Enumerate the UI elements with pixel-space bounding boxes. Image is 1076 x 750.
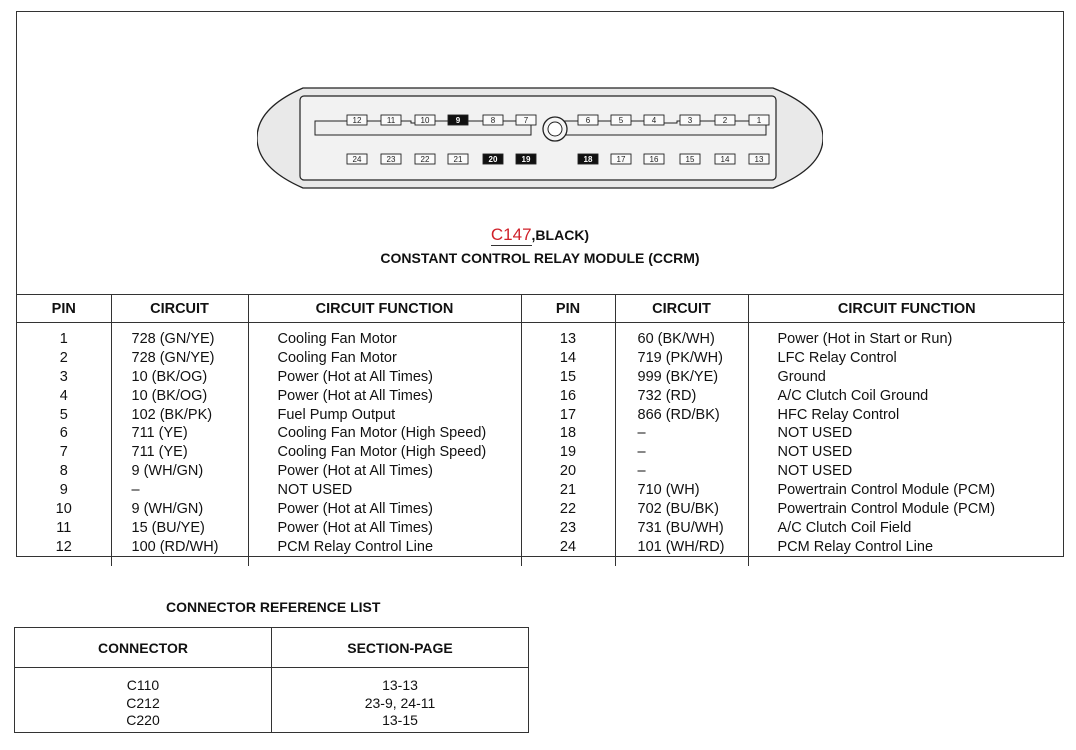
- pin-cavity-label: 5: [618, 116, 624, 125]
- pin-cavity-label: 16: [649, 155, 659, 164]
- circuit-function: Powertrain Control Module (PCM): [777, 501, 996, 518]
- pin-number: 10: [55, 501, 72, 518]
- pin-number: 3: [59, 368, 68, 385]
- connector-color: ,BLACK): [531, 227, 590, 243]
- pin-number: 21: [559, 482, 577, 499]
- pin-number: 11: [56, 519, 72, 536]
- pin-cavity-label: 4: [651, 116, 657, 125]
- circuit-code: 728 (GN/YE): [131, 331, 215, 347]
- pin-number: 22: [559, 501, 577, 518]
- pin-number: 24: [559, 538, 577, 555]
- reference-table-header: [15, 628, 529, 668]
- circuit-function: Power (Hot at All Times): [277, 387, 434, 404]
- pin-number: 16: [559, 387, 577, 404]
- circuit-code: 102 (BK/PK): [131, 406, 213, 423]
- circuit-code: 999 (BK/YE): [637, 368, 719, 385]
- pin-number: 6: [59, 425, 68, 442]
- pin-cavity-label: 21: [453, 155, 463, 164]
- circuit-code: 719 (PK/WH): [637, 349, 723, 366]
- pin-cavity-label: 10: [420, 116, 430, 125]
- circuit-function: Cooling Fan Motor: [277, 349, 397, 366]
- circuit-code: 100 (RD/WH): [131, 538, 219, 555]
- pin-cavity-label: 18: [583, 155, 593, 164]
- connector-face-diagram: [257, 86, 823, 190]
- circuit-code: 866 (RD/BK): [637, 406, 720, 423]
- pin-cavity-label: 15: [685, 155, 695, 164]
- pin-number: 7: [59, 444, 68, 461]
- circuit-function: Powertrain Control Module (PCM): [777, 482, 996, 499]
- circuit-code: 10 (BK/OG): [131, 368, 208, 385]
- pin-number: 5: [59, 406, 68, 423]
- left-function-column: [248, 323, 521, 567]
- circuit-function: Cooling Fan Motor (High Speed): [277, 444, 487, 461]
- reference-page-column: [272, 668, 529, 733]
- pin-cavity-label: 8: [490, 116, 496, 125]
- pin-header: PIN: [17, 295, 111, 323]
- circuit-header: CIRCUIT: [111, 295, 248, 323]
- reference-connector: C212: [126, 694, 160, 711]
- pin-cavity-label: 9: [455, 116, 461, 125]
- circuit-function: Power (Hot at All Times): [277, 368, 434, 385]
- circuit-function: Cooling Fan Motor (High Speed): [277, 425, 487, 442]
- circuit-function: PCM Relay Control Line: [277, 538, 434, 555]
- circuit-function: Ground: [777, 368, 826, 385]
- pin-header: PIN: [521, 295, 615, 323]
- section-page-header: SECTION-PAGE: [272, 628, 529, 668]
- connector-title: CONSTANT CONTROL RELAY MODULE (CCRM): [380, 250, 700, 266]
- circuit-code: –: [637, 463, 646, 480]
- pin-cavity-label: 19: [521, 155, 531, 164]
- reference-connector: C220: [126, 712, 160, 728]
- pin-table: [17, 295, 1065, 566]
- pin-number: 1: [59, 331, 68, 347]
- circuit-code: 15 (BU/YE): [131, 519, 205, 536]
- pin-cavity-label: 12: [352, 116, 362, 125]
- pin-number: 13: [559, 331, 577, 347]
- pin-table-header: [17, 295, 1065, 323]
- circuit-function: A/C Clutch Coil Ground: [777, 387, 929, 404]
- pin-number: 14: [559, 349, 577, 366]
- connector-id: C147: [490, 225, 532, 244]
- circuit-function: NOT USED: [777, 425, 853, 442]
- pin-cavity-label: 1: [756, 116, 762, 125]
- right-function-column: [748, 323, 1065, 567]
- circuit-code: 728 (GN/YE): [131, 349, 215, 366]
- reference-section-page: 13-13: [382, 677, 418, 693]
- connector-face: [300, 96, 776, 180]
- circuit-function: LFC Relay Control: [777, 349, 897, 366]
- circuit-code: 60 (BK/WH): [637, 331, 715, 347]
- circuit-code: 9 (WH/GN): [131, 463, 204, 480]
- pin-number: 2: [59, 349, 68, 366]
- circuit-code: 731 (BU/WH): [637, 519, 724, 536]
- pin-cavity-label: 3: [687, 116, 693, 125]
- reference-table: [14, 627, 529, 733]
- reference-list-title: CONNECTOR REFERENCE LIST: [166, 599, 381, 615]
- circuit-code: 711 (YE): [131, 425, 188, 442]
- reference-section-page: 23-9, 24-11: [364, 694, 436, 711]
- connector-caption: [17, 225, 1063, 245]
- circuit-code: –: [637, 425, 646, 442]
- pin-number: 8: [59, 463, 68, 480]
- pin-table-body: [17, 323, 1065, 567]
- function-header: CIRCUIT FUNCTION: [748, 295, 1065, 323]
- pin-cavity-label: 22: [420, 155, 430, 164]
- function-header: CIRCUIT FUNCTION: [248, 295, 521, 323]
- pin-cavity-label: 14: [720, 155, 730, 164]
- circuit-code: 710 (WH): [637, 482, 700, 499]
- left-circuit-column: [111, 323, 248, 567]
- circuit-code: –: [637, 444, 646, 461]
- reference-table-body: [15, 668, 529, 733]
- circuit-function: Power (Hot at All Times): [277, 519, 434, 536]
- circuit-function: Fuel Pump Output: [277, 406, 396, 423]
- right-circuit-column: [615, 323, 748, 567]
- pin-cavity-label: 11: [386, 116, 396, 125]
- right-pin-column: [521, 323, 615, 567]
- circuit-function: Power (Hot in Start or Run): [777, 331, 953, 347]
- circuit-code: 9 (WH/GN): [131, 501, 204, 518]
- circuit-function: A/C Clutch Coil Field: [777, 519, 912, 536]
- pin-cavity-label: 13: [754, 155, 764, 164]
- circuit-function: HFC Relay Control: [777, 406, 900, 423]
- pin-cavity-label: 2: [722, 116, 728, 125]
- circuit-function: PCM Relay Control Line: [777, 538, 934, 555]
- connector-diagram-area: [17, 12, 1063, 295]
- pinout-frame: [16, 11, 1064, 557]
- circuit-function: NOT USED: [777, 463, 853, 480]
- pin-cavity-label: 23: [386, 155, 396, 164]
- pin-cavity-label: 24: [352, 155, 362, 164]
- circuit-code: 711 (YE): [131, 444, 188, 461]
- circuit-function: Power (Hot at All Times): [277, 463, 434, 480]
- pin-number: 18: [559, 425, 577, 442]
- pin-number: 15: [559, 368, 577, 385]
- circuit-code: 732 (RD): [637, 387, 697, 404]
- circuit-code: –: [131, 482, 140, 499]
- circuit-code: 702 (BU/BK): [637, 501, 719, 518]
- pin-number: 9: [59, 482, 68, 499]
- pin-cavity-label: 6: [585, 116, 591, 125]
- circuit-header: CIRCUIT: [615, 295, 748, 323]
- connector-header: CONNECTOR: [15, 628, 272, 668]
- pin-cavity-label: 7: [523, 116, 529, 125]
- reference-connector: C110: [126, 677, 160, 693]
- left-pin-column: [17, 323, 111, 567]
- circuit-function: NOT USED: [777, 444, 853, 461]
- pin-number: 17: [559, 406, 577, 423]
- pin-cavity-label: 20: [488, 155, 498, 164]
- pin-number: 12: [55, 538, 72, 555]
- circuit-code: 10 (BK/OG): [131, 387, 208, 404]
- pin-number: 19: [559, 444, 577, 461]
- circuit-function: NOT USED: [277, 482, 353, 499]
- reference-connector-column: [15, 668, 272, 733]
- circuit-function: Power (Hot at All Times): [277, 501, 434, 518]
- circuit-code: 101 (WH/RD): [637, 538, 725, 555]
- pin-number: 4: [59, 387, 68, 404]
- circuit-function: Cooling Fan Motor: [277, 331, 397, 347]
- reference-section-page: 13-15: [382, 712, 418, 728]
- pin-cavity-label: 17: [616, 155, 626, 164]
- pin-number: 20: [559, 463, 577, 480]
- pin-number: 23: [559, 519, 577, 536]
